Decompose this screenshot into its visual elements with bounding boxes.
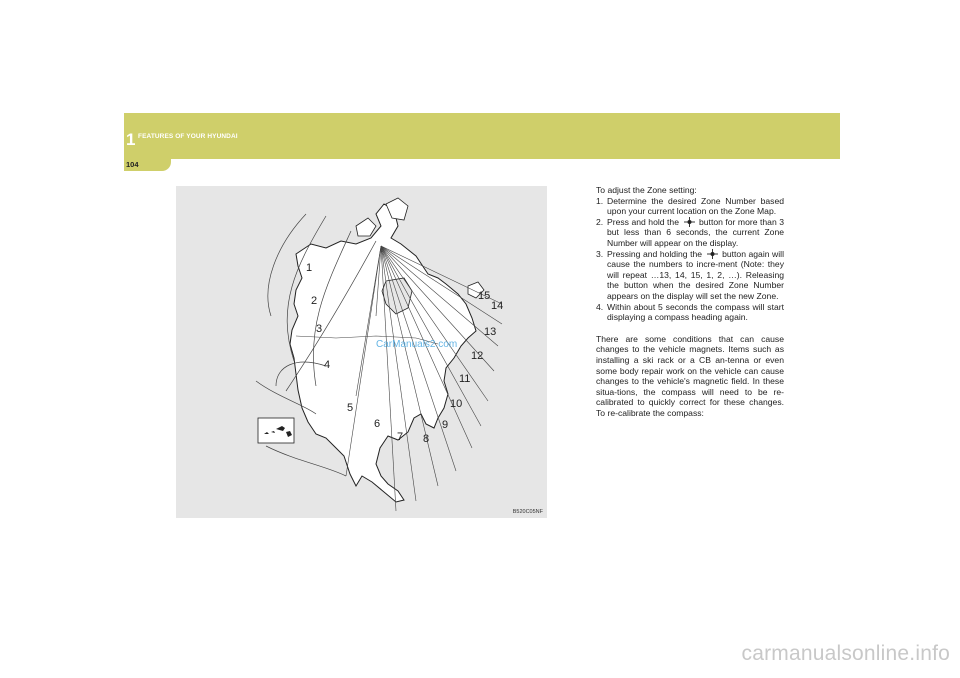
- zone-label-15: 15: [478, 290, 491, 302]
- zone-label-1: 1: [306, 262, 313, 274]
- step-number: 2.: [596, 216, 604, 227]
- step-1: [596, 196, 784, 217]
- step-text-before: Press and hold the: [607, 216, 679, 227]
- zone-label-9: 9: [442, 419, 449, 431]
- zone-label-10: 10: [450, 398, 463, 410]
- zone-map-figure: [176, 186, 547, 518]
- step-2: [596, 217, 784, 249]
- footer-watermark: carmanualsonline.info: [741, 642, 950, 665]
- calibration-paragraph: There are some conditions that can cause changes to the vehicle magnets. Items such as installing a ski rack or a CB an-tenna or even some body repair work on the vehicle can cause changes to the vehicle's magnetic field. In these situa-tions, the compass will need to be re-calibrated to quickly correct for these changes. To re-calibrate the compass:: [596, 333, 784, 418]
- intro-text: To adjust the Zone setting:: [596, 185, 697, 195]
- step-number: 1.: [596, 195, 604, 206]
- figure-code: B520C05NF: [512, 509, 543, 515]
- zone-label-2: 2: [311, 295, 318, 307]
- step-number: 3.: [596, 248, 604, 259]
- step-text: Determine the desired Zone Number based upon your current location on the Zone Map.: [607, 195, 784, 217]
- step-4: [596, 302, 784, 323]
- zone-label-12: 12: [471, 350, 484, 362]
- compass-button-icon: [683, 217, 696, 227]
- zone-label-4: 4: [324, 359, 331, 371]
- zone-label-13: 13: [484, 326, 497, 338]
- zone-label-11: 11: [459, 373, 471, 385]
- chapter-number: 1: [126, 130, 136, 149]
- step-text-before: Pressing and holding the: [607, 248, 703, 259]
- zone-label-5: 5: [347, 402, 354, 414]
- compass-button-icon: [706, 249, 719, 259]
- zone-label-7: 7: [397, 431, 404, 443]
- step-3: [596, 249, 784, 302]
- zone-map-svg: [176, 186, 547, 518]
- step-text: Within about 5 seconds the compass will start displaying a compass heading again.: [607, 301, 784, 323]
- step-text-after: button again will cause the numbers to incre-ment (Note: they will repeat …13, 14, 15, 1, 2, …). Releasing the button when the desired Zone Number appears on the display will set the new Zone.: [607, 248, 784, 301]
- figure-watermark: CarManuals2.com: [376, 339, 458, 350]
- zone-label-3: 3: [316, 323, 323, 335]
- step-number: 4.: [596, 301, 604, 312]
- hawaii-inset: [258, 418, 294, 443]
- zone-label-6: 6: [374, 418, 381, 430]
- zone-label-14: 14: [491, 300, 504, 312]
- chapter-title: FEATURES OF YOUR HYUNDAI: [138, 133, 238, 140]
- step-text-after: button for more than 3 but less than 6 seconds, the current Zone Number will appear on the display.: [607, 216, 784, 248]
- zone-label-8: 8: [423, 433, 430, 445]
- instructions-column: [596, 185, 784, 418]
- steps-list: [596, 196, 784, 323]
- page-number: 104: [126, 160, 139, 169]
